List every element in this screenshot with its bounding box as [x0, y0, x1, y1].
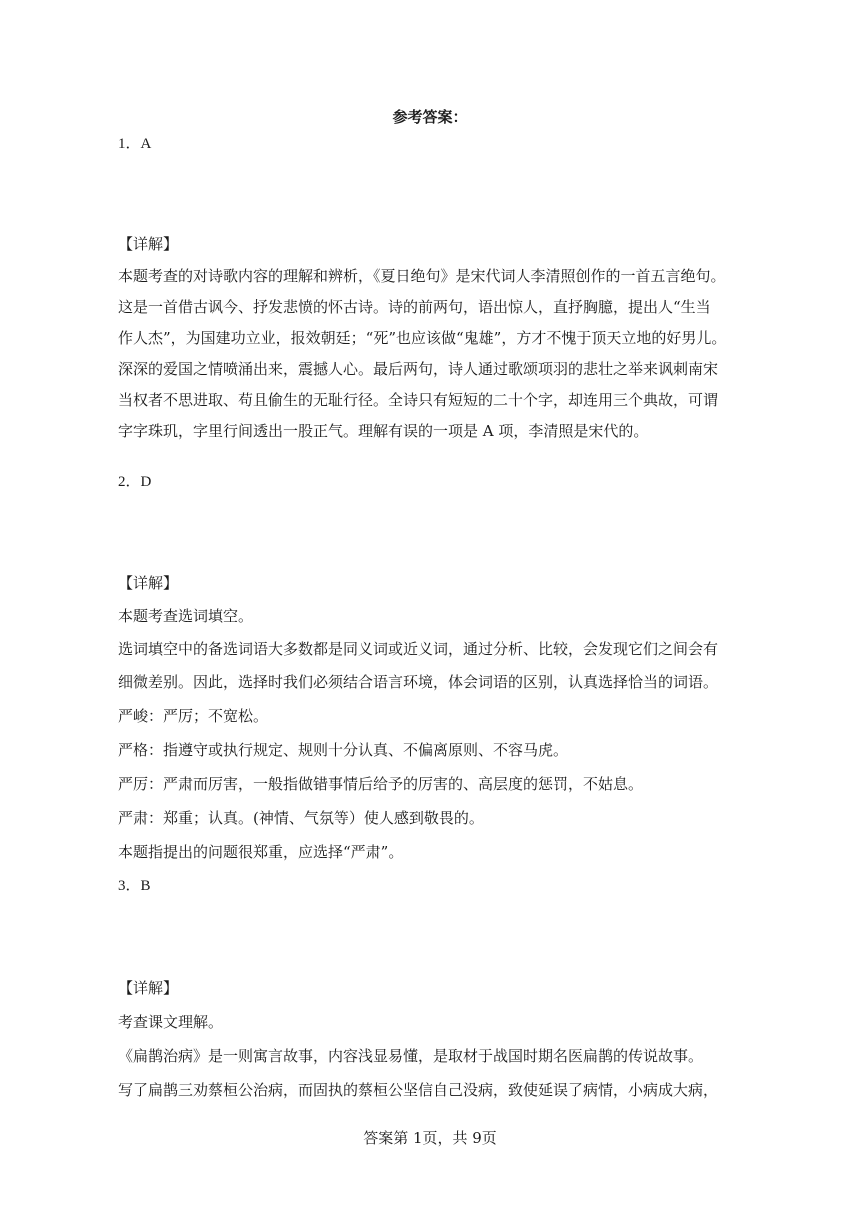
- answer-label: 1．A: [118, 136, 152, 152]
- explanation-line: 本题考查的对诗歌内容的理解和辨析，《夏日绝句》是宋代词人李清照创作的一首五言绝句。: [118, 267, 726, 285]
- explanation-line: 选词填空中的备选词语大多数都是同义词或近义词，通过分析、比较，会发现它们之间会有: [118, 640, 719, 658]
- explanation-line: 严肃：郑重；认真。(神情、气氛等）使人感到敬畏的。: [118, 809, 484, 827]
- page-title: 参考答案：: [392, 108, 468, 126]
- answer-label: 2．D: [118, 474, 152, 490]
- page-footer: 答案第 1页，共 9页: [363, 1129, 497, 1147]
- explanation-line: 考查课文理解。: [118, 1013, 224, 1031]
- explanation-line: 本题考查选词填空。: [118, 607, 254, 625]
- explanation-line: 作人杰”，为国建功立业，报效朝廷；“死”也应该做“鬼雄”，方才不愧于顶天立地的好男儿。: [118, 329, 727, 347]
- answer-label: 3．B: [118, 878, 151, 894]
- explanation-line: 深深的爱国之情喷涌出来，震撼人心。最后两句，诗人通过歌颂项羽的悲壮之举来讽刺南宋: [118, 360, 719, 378]
- explanation-line: 本题指提出的问题很郑重，应选择“严肃”。: [118, 843, 404, 861]
- explanation-line: 严格：指遵守或执行规定、规则十分认真、不偏离原则、不容马虎。: [118, 741, 569, 759]
- explanation-line: 字字珠玑，字里行间透出一股正气。理解有误的一项是 A 项，李清照是宋代的。: [118, 422, 649, 440]
- section-heading: 【详解】: [118, 574, 179, 592]
- section-heading: 【详解】: [118, 979, 179, 997]
- section-heading: 【详解】: [118, 235, 179, 253]
- explanation-line: 严厉：严肃而厉害，一般指做错事情后给予的厉害的、高层度的惩罚，不姑息。: [118, 775, 644, 793]
- explanation-line: 《扁鹊治病》是一则寓言故事，内容浅显易懂，是取材于战国时期名医扁鹊的传说故事。: [118, 1047, 704, 1065]
- explanation-line: 这是一首借古讽今、抒发悲愤的怀古诗。诗的前两句，语出惊人，直抒胸臆，提出人“生当: [118, 298, 711, 316]
- explanation-line: 严峻：严厉；不宽松。: [118, 707, 269, 725]
- explanation-line: 细微差别。因此，选择时我们必须结合语言环境，体会词语的区别，认真选择恰当的词语。: [118, 673, 719, 691]
- explanation-line: 当权者不思进取、苟且偷生的无耻行径。全诗只有短短的二十个字，却连用三个典故，可谓: [118, 391, 719, 409]
- explanation-line: 写了扁鹊三劝蔡桓公治病，而固执的蔡桓公坚信自己没病，致使延误了病情，小病成大病，: [118, 1081, 719, 1099]
